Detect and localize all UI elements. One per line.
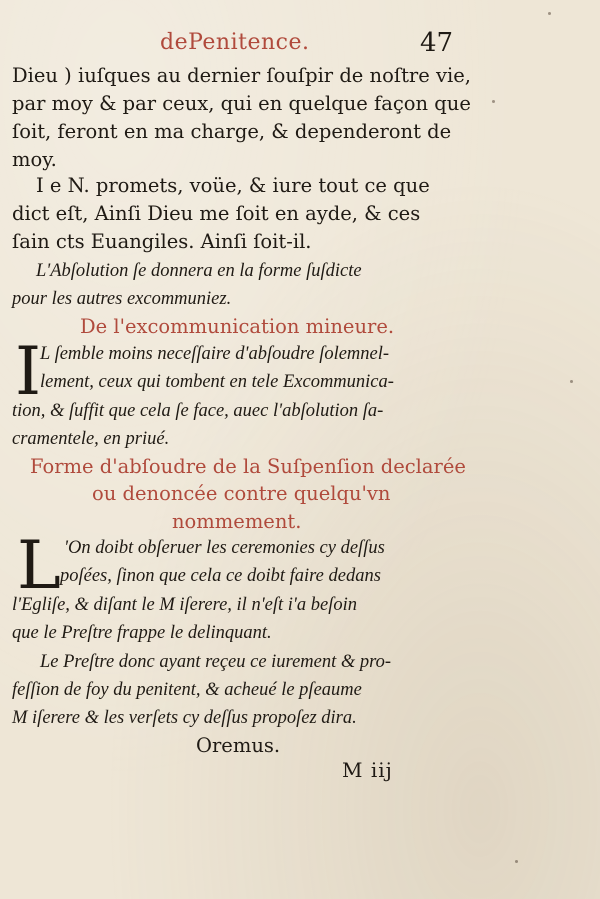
- italic-line: l'Egliſe, & diſant le M iſerere, il n'eſt i'a beſoin: [12, 595, 357, 615]
- rubric-line: L'Abſolution ſe donnera en la forme ſuſdicte: [36, 261, 362, 281]
- running-head: dePenitence.: [160, 30, 310, 55]
- rubric-line: pour les autres excommuniez.: [12, 289, 232, 309]
- page-number: 47: [420, 28, 454, 58]
- italic-line: poſées, ſinon que cela ce doibt faire dedans: [60, 566, 381, 586]
- italic-line: L ſemble moins neceſſaire d'abſoudre ſolemnel-: [40, 344, 390, 364]
- italic-line: que le Preſtre frappe le delinquant.: [12, 623, 272, 643]
- form-heading: ou denoncée contre quelqu'vn: [92, 482, 391, 505]
- drop-cap: L: [17, 527, 61, 604]
- paper-speck: [570, 380, 573, 383]
- drop-cap: I: [15, 333, 42, 410]
- form-heading: nommement.: [172, 510, 302, 533]
- prayer-heading: Oremus.: [196, 734, 281, 757]
- text-line: Dieu ) iuſques au dernier ſouſpir de noſtre vie,: [12, 64, 471, 87]
- italic-line: M iſerere & les verſets cy deſſus propoſez dira.: [12, 708, 357, 728]
- italic-line: feſſion de foy du penitent, & acheué le pſeaume: [12, 680, 362, 700]
- section-heading: De l'excommunication mineure.: [80, 315, 395, 338]
- italic-line: cramentele, en priué.: [12, 429, 170, 449]
- paper-speck: [548, 12, 551, 15]
- italic-line: lement, ceux qui tombent en tele Excommunica-: [40, 372, 394, 392]
- italic-line: 'On doibt obſeruer les ceremonies cy deſſus: [64, 538, 385, 558]
- text-line: par moy & par ceux, qui en quelque façon que: [12, 92, 471, 115]
- paper-speck: [515, 860, 518, 863]
- italic-line: Le Preſtre donc ayant reçeu ce iurement & pro-: [40, 652, 392, 672]
- signature-mark: M iij: [342, 758, 393, 782]
- italic-line: tion, & ſuffit que cela ſe face, auec l'abſolution ſa-: [12, 401, 384, 421]
- text-line: dict eſt, Ainſi Dieu me ſoit en ayde, & ces: [12, 202, 421, 225]
- text-line: ſoit, feront en ma charge, & dependeront de: [12, 120, 452, 143]
- text-line: moy.: [12, 148, 57, 171]
- text-line: ſain cts Euangiles. Ainſi ſoit-il.: [12, 230, 312, 253]
- paper-speck: [492, 100, 495, 103]
- form-heading: Forme d'abſoudre de la Suſpenſion declarée: [30, 455, 466, 478]
- oath-line: I e N. promets, voüe, & iure tout ce que: [36, 174, 430, 197]
